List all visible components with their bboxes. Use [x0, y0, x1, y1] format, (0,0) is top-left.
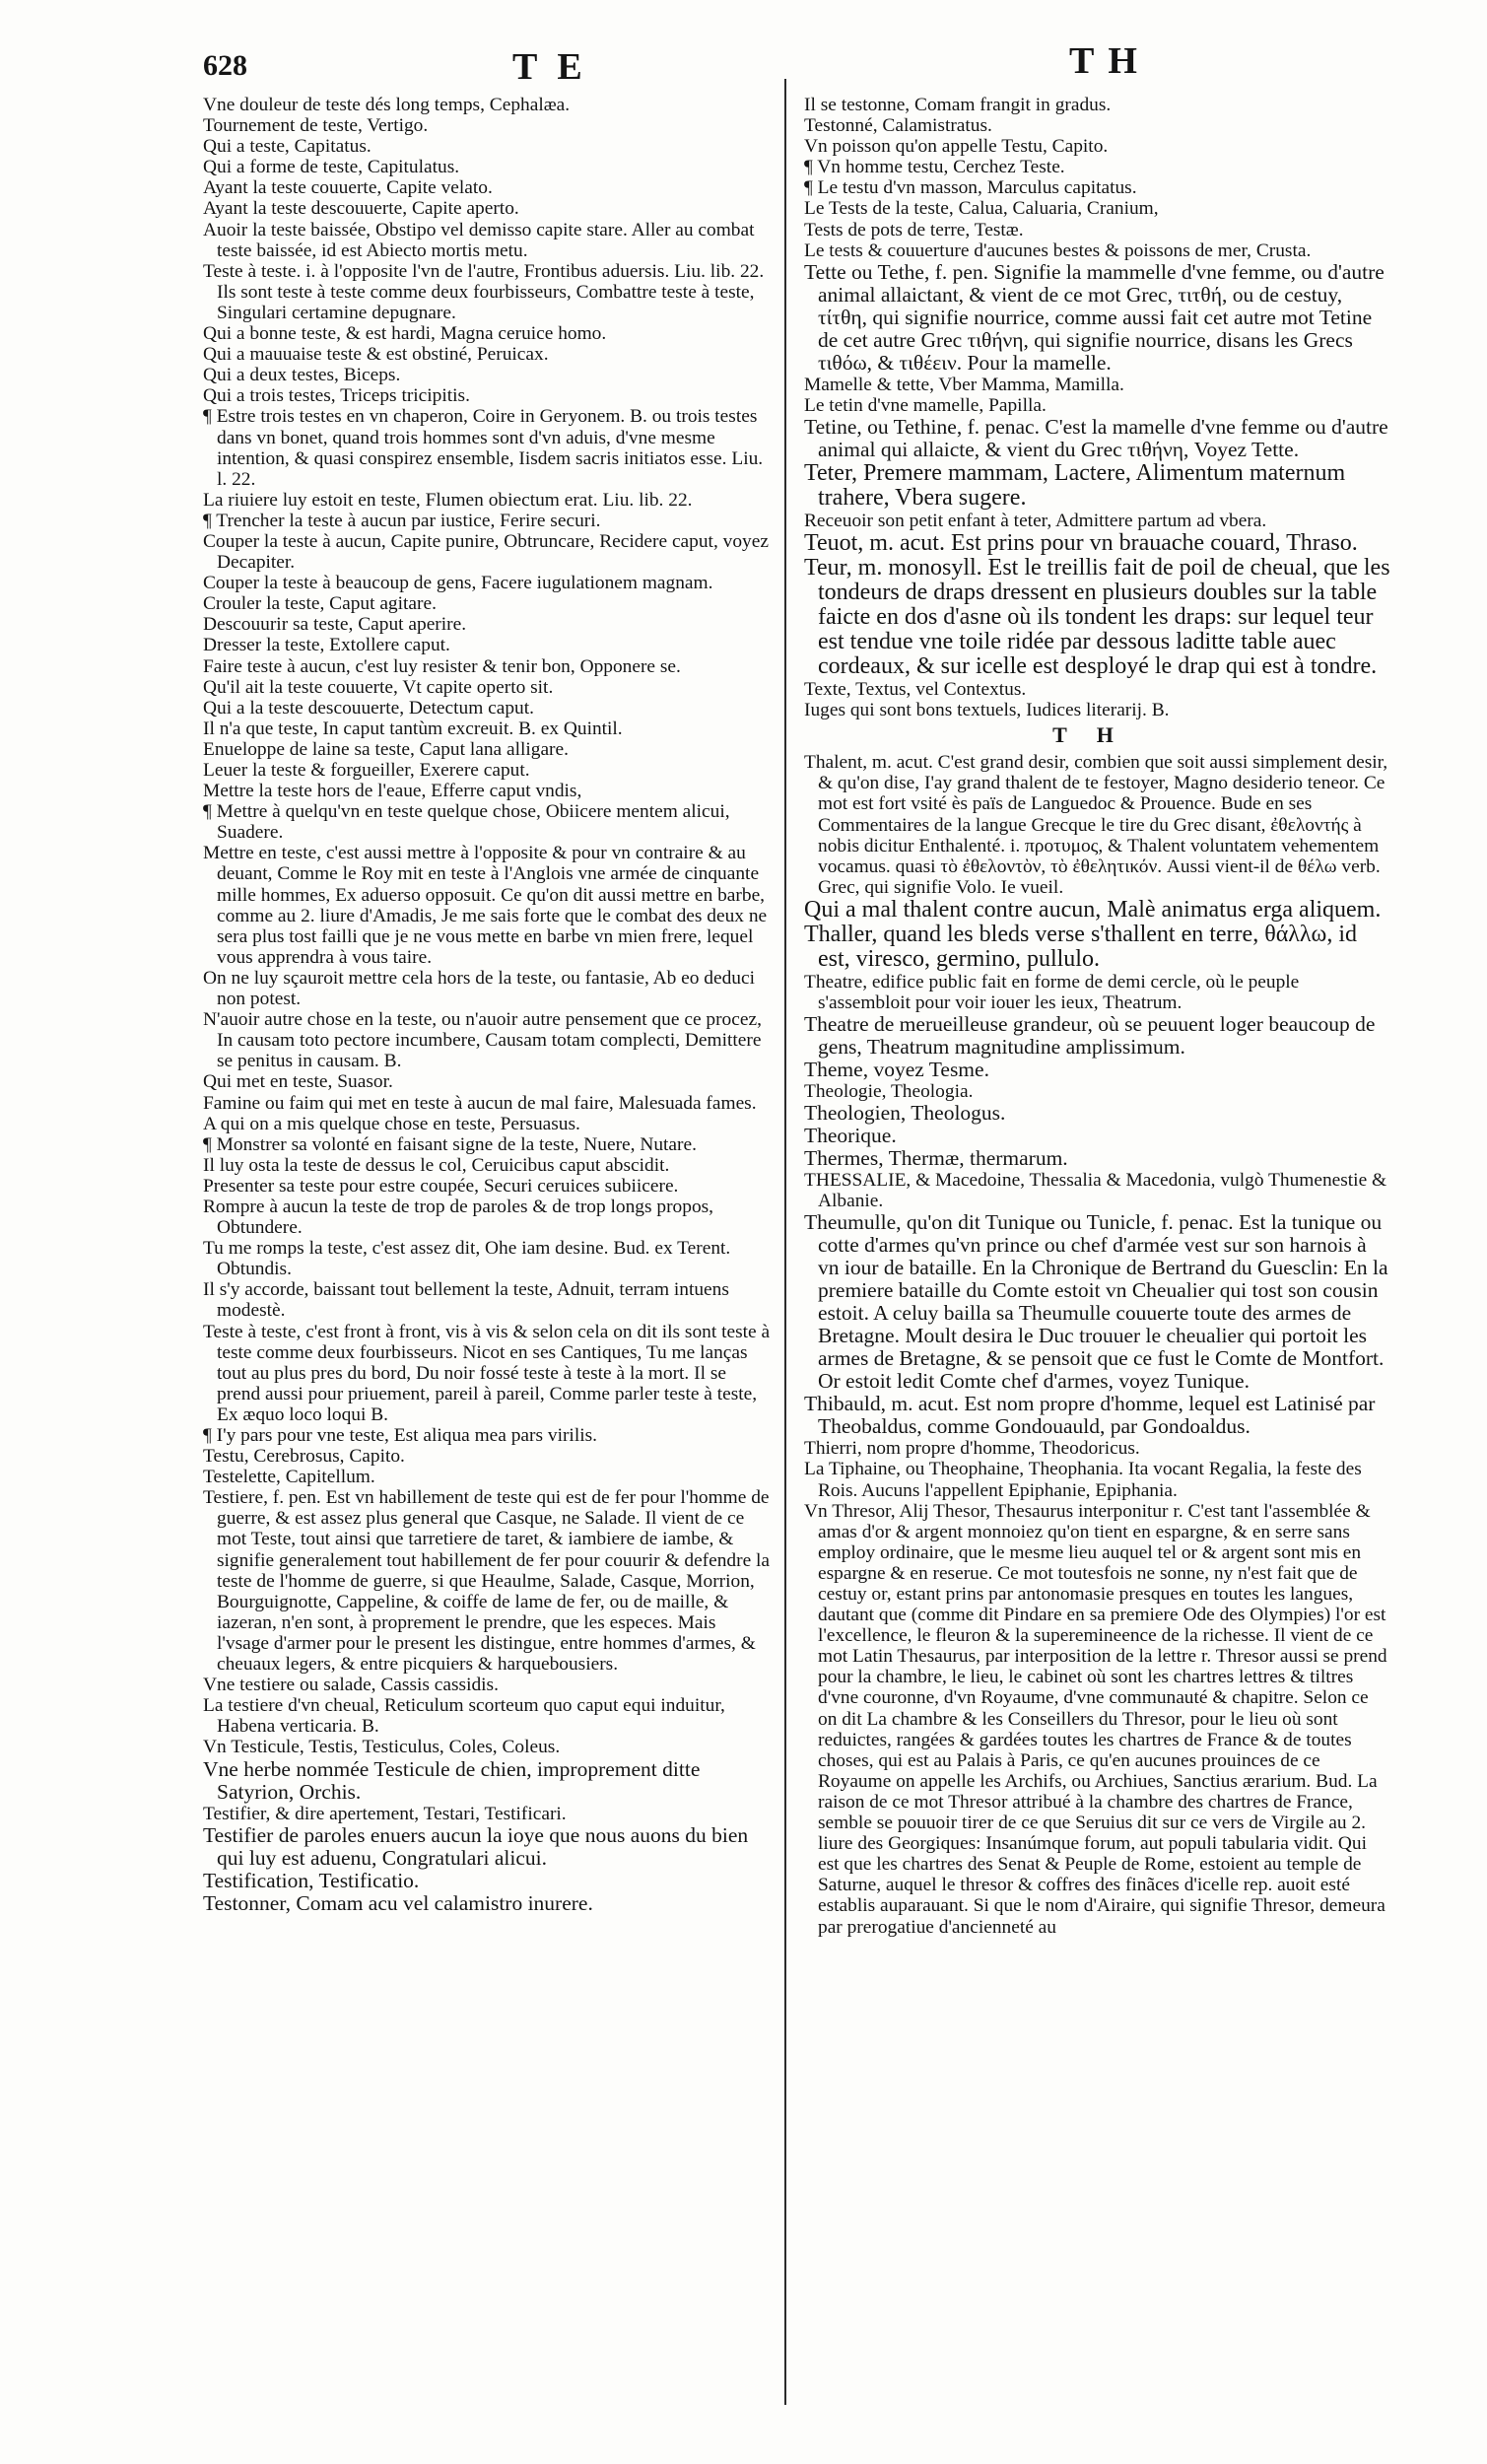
- dictionary-entry: N'auoir autre chose en la teste, ou n'auoir autre pensement que ce procez, In causam toto pectore incumbere, Causam totam complecti, Demittere se penitus in causam. B.: [203, 1009, 762, 1072]
- dictionary-entry: Tetine, ou Tethine, f. penac. C'est la mamelle d'vne femme ou d'autre animal qui allaicte, & vient du Grec τιθήνη, Voyez Tette.: [804, 414, 1388, 461]
- dictionary-entry: Qui a mauuaise teste & est obstiné, Peruicax.: [203, 344, 549, 366]
- dictionary-entry: Testu, Cerebrosus, Capito.: [203, 1446, 405, 1468]
- header-left: TE: [512, 46, 602, 88]
- dictionary-entry: Theologien, Theologus.: [804, 1101, 1006, 1126]
- dictionary-entry: Vn Testicule, Testis, Testiculus, Coles, Coleus.: [203, 1737, 561, 1758]
- dictionary-entry: ¶ Estre trois testes en vn chaperon, Coire in Geryonem. B. ou trois testes dans vn bonet, quand trois hommes sont d'vn aduis, d'vne mesme intention, & quasi conspirez ensemble, Iisdem sacris initiatos esse. Liu. l. 22.: [203, 406, 764, 490]
- dictionary-entry: La riuiere luy estoit en teste, Flumen obiectum erat. Liu. lib. 22.: [203, 489, 693, 511]
- dictionary-entry: Il luy osta la teste de dessus le col, Ceruicibus caput abscidit.: [203, 1154, 670, 1176]
- dictionary-entry: Mettre en teste, c'est aussi mettre à l'opposite & pour vn contraire & au deuant, Comme le Roy mit en teste à l'Anglois vne armée de cinquante mille hommes, Ex aduerso opposuit. Ce qu'on dit aussi mettre en barbe, comme au 2. liure d'Amadis, Je me sais forte que le combat des deux ne sera plus tost failli que je ne vous mette en barbe vn mien frere, lequel vous apprendra à vous taire.: [203, 843, 768, 968]
- header-right: TH: [1069, 40, 1151, 82]
- dictionary-entry: Teuot, m. acut. Est prins pour vn brauache couard, Thraso.: [804, 530, 1358, 557]
- dictionary-entry: Texte, Textus, vel Contextus.: [804, 679, 1027, 701]
- dictionary-entry: La testiere d'vn cheual, Reticulum scorteum quo caput equi induitur, Habena verticaria. B.: [203, 1695, 725, 1738]
- dictionary-entry: Vne douleur de teste dés long temps, Cephalæa.: [203, 95, 571, 115]
- dictionary-entry: ¶ I'y pars pour vne teste, Est aliqua mea pars virilis.: [203, 1425, 597, 1446]
- dictionary-entry: Mettre la teste hors de l'eaue, Efferre caput vndis,: [203, 781, 582, 802]
- dictionary-entry: La Tiphaine, ou Theophaine, Theophania. Ita vocant Regalia, la feste des Rois. Aucuns l'appellent Epiphanie, Epiphania.: [804, 1459, 1362, 1501]
- dictionary-entry: Teter, Premere mammam, Lactere, Alimentum maternum trahere, Vbera sugere.: [804, 459, 1346, 511]
- dictionary-entry: Testiere, f. pen. Est vn habillement de teste qui est de fer pour l'homme de guerre, & est assez plus general que Casque, ne Salade. Il vient de ce mot Teste, tout ainsi que tarretiere de taret, & iambiere de iambe, & signifie generalement tout habillement de fer pour couurir & defendre la teste de l'homme de guerre, si que Heaulme, Salade, Casque, Morrion, Bourguignotte, Cappeline, & coiffe de lame de fer, ou de maille, & iazeran, n'en sont, à proprement le prendre, que les especes. Mais l'vsage d'armer pour le present les distingue, entre hommes d'armes, & cheuaux legers, & entre picquiers & harquebousiers.: [203, 1487, 771, 1676]
- dictionary-entry: Teste à teste. i. à l'opposite l'vn de l'autre, Frontibus aduersis. Liu. lib. 22. Ils sont teste à teste comme deux fourbisseurs, Combattre teste à teste, Singulari certamine depugnare.: [203, 260, 765, 323]
- dictionary-entry: ¶ Trencher la teste à aucun par iustice, Ferire securi.: [203, 510, 601, 531]
- dictionary-entry: Theumulle, qu'on dit Tunique ou Tunicle, f. penac. Est la tunique ou cotte d'armes qu'vn prince ou chef d'armée vest sur son harnois à vn iour de bataille. En la Chronique de Bertrand du Guesclin: En la premiere bataille du Comte estoit vn Cheualier qui tost son cousin estoit. A celuy bailla sa Theumulle couuerte toute des armes de Bretagne. Moult desira le Duc trouuer le cheualier qui portoit les armes de Bretagne, & se pensoit que ce fust le Comte de Montfort. Or estoit ledit Comte chef d'armes, voyez Tunique.: [804, 1210, 1388, 1394]
- dictionary-entry: Testifier, & dire apertement, Testari, Testificari.: [203, 1803, 567, 1824]
- dictionary-entry: Ayant la teste couuerte, Capite velato.: [203, 177, 493, 199]
- dictionary-entry: Enueloppe de laine sa teste, Caput lana alligare.: [203, 738, 569, 760]
- dictionary-entry: Testonner, Comam acu vel calamistro inurere.: [203, 1890, 593, 1915]
- page-number: 628: [203, 49, 247, 82]
- dictionary-entry: Testonné, Calamistratus.: [804, 115, 992, 137]
- dictionary-entry: Presenter sa teste pour estre coupée, Securi ceruices subiicere.: [203, 1175, 679, 1197]
- dictionary-entry: Le tetin d'vne mamelle, Papilla.: [804, 394, 1047, 416]
- dictionary-entry: Dresser la teste, Extollere caput.: [203, 635, 450, 656]
- dictionary-entry: Tette ou Tethe, f. pen. Signifie la mammelle d'vne femme, ou d'autre animal allaictant, & vient de ce mot Grec, τιτθή, ou de cestuy, τίτθη, qui signifie nourrice, comme aussi fait cet autre mot Tetine de cet autre Grec τιθήνη, qui signifie nourrice, disans les Grecs τιθόω, & τιθέειν. Pour la mamelle.: [804, 259, 1385, 375]
- dictionary-entry: Auoir la teste baissée, Obstipo vel demisso capite stare. Aller au combat teste baissée, id est Abiecto mortis metu.: [203, 219, 755, 261]
- dictionary-entry: A qui on a mis quelque chose en teste, Persuasus.: [203, 1113, 580, 1134]
- dictionary-entry: Qui a bonne teste, & est hardi, Magna ceruice homo.: [203, 323, 607, 345]
- dictionary-entry: Qui a teste, Capitatus.: [203, 136, 372, 158]
- dictionary-entry: Descouurir sa teste, Caput aperire.: [203, 614, 467, 636]
- dictionary-entry: Le Tests de la teste, Calua, Caluaria, Cranium,: [804, 198, 1159, 220]
- dictionary-entry: Receuoir son petit enfant à teter, Admittere partum ad vbera.: [804, 510, 1267, 531]
- dictionary-entry: Leuer la teste & forgueiller, Exerere caput.: [203, 760, 530, 781]
- dictionary-entry: Vne herbe nommée Testicule de chien, improprement ditte Satyrion, Orchis.: [203, 1756, 701, 1804]
- dictionary-entry: Vn poisson qu'on appelle Testu, Capito.: [804, 136, 1109, 158]
- dictionary-entry: Famine ou faim qui met en teste à aucun de mal faire, Malesuada fames.: [203, 1092, 757, 1114]
- dictionary-entry: Faire teste à aucun, c'est luy resister & tenir bon, Opponere se.: [203, 655, 681, 677]
- dictionary-entry: Thalent, m. acut. C'est grand desir, combien que soit aussi simplement desir, & qu'on dise, I'ay grand thalent de te festoyer, Magno desiderio teneor. Ce mot est fort vsité ès païs de Languedoc & Prouence. Bude en ses Commentaires de la langue Grecque le tire du Grec disant, ἐθελοντής à nobis dicitur Enthalenté. i. προτυμος, & Thalent voluntatem vehementem vocamus. quasi τὸ ἐθελοντὸν, τὸ ἐθελητικόν. Aussi vient-il de θέλω verb. Grec, qui signifie Volo. Ie vueil.: [804, 752, 1388, 898]
- column-rule: [784, 79, 786, 2405]
- dictionary-entry: ¶ Mettre à quelqu'vn en teste quelque chose, Obiicere mentem alicui, Suadere.: [203, 801, 730, 844]
- dictionary-entry: Qui met en teste, Suasor.: [203, 1071, 393, 1093]
- right-column: [804, 95, 1391, 2440]
- section-heading: TH: [1052, 722, 1143, 748]
- dictionary-entry: Il n'a que teste, In caput tantùm excreuit. B. ex Quintil.: [203, 718, 623, 739]
- dictionary-entry: Theatre de merueilleuse grandeur, où se peuuent loger beaucoup de gens, Theatrum magnitudine amplissimum.: [804, 1012, 1376, 1060]
- dictionary-entry: Qui a mal thalent contre aucun, Malè animatus erga aliquem.: [804, 896, 1382, 923]
- dictionary-entry: Mamelle & tette, Vber Mamma, Mamilla.: [804, 374, 1124, 395]
- dictionary-entry: Testification, Testificatio.: [203, 1868, 420, 1892]
- dictionary-entry: Testelette, Capitellum.: [203, 1467, 375, 1488]
- dictionary-entry: Testifier de paroles enuers aucun la ioye que nous auons du bien qui luy est aduenu, Congratulari alicui.: [203, 1822, 749, 1870]
- dictionary-entry: Thibauld, m. acut. Est nom propre d'homme, lequel est Latinisé par Theobaldus, comme Gondouauld, par Gondoaldus.: [804, 1392, 1376, 1439]
- dictionary-entry: ¶ Vn homme testu, Cerchez Teste.: [804, 157, 1065, 178]
- dictionary-entry: Crouler la teste, Caput agitare.: [203, 593, 437, 615]
- dictionary-entry: Tests de pots de terre, Testæ.: [804, 219, 1024, 240]
- dictionary-entry: ¶ Monstrer sa volonté en faisant signe de la teste, Nuere, Nutare.: [203, 1133, 697, 1155]
- dictionary-entry: Thaller, quand les bleds verse s'thallent en terre, θάλλω, id est, viresco, germino, pullulo.: [804, 921, 1357, 972]
- dictionary-entry: Couper la teste à aucun, Capite punire, Obtruncare, Recidere caput, voyez Decapiter.: [203, 530, 769, 574]
- dictionary-entry: Qu'il ait la teste couuerte, Vt capite operto sit.: [203, 676, 554, 698]
- dictionary-entry: Vne testiere ou salade, Cassis cassidis.: [203, 1675, 499, 1696]
- dictionary-entry: Thermes, Thermæ, thermarum.: [804, 1146, 1068, 1171]
- dictionary-entry: THESSALIE, & Macedoine, Thessalia & Macedonia, vulgò Thumenestie & Albanie.: [804, 1170, 1387, 1212]
- dictionary-entry: Teste à teste, c'est front à front, vis à vis & selon cela on dit ils sont teste à teste comme deux fourbisseurs. Nicot en ses Cantiques, Tu me lanças tout au plus pres du bord, Du noir fossé teste à teste à la mort. Il se prend aussi pour priuement, pareil à pareil, Comme parler teste à teste, Ex æquo loco loqui B.: [203, 1321, 771, 1425]
- dictionary-entry: Qui a forme de teste, Capitulatus.: [203, 157, 460, 178]
- dictionary-entry: Couper la teste à beaucoup de gens, Facere iugulationem magnam.: [203, 573, 713, 594]
- dictionary-entry: Rompre à aucun la teste de trop de paroles & de trop longs propos, Obtundere.: [203, 1196, 714, 1239]
- dictionary-entry: Thierri, nom propre d'homme, Theodoricus.: [804, 1438, 1140, 1460]
- dictionary-entry: Theme, voyez Tesme.: [804, 1058, 989, 1082]
- dictionary-entry: Tu me romps la teste, c'est assez dit, Ohe iam desine. Bud. ex Terent. Obtundis.: [203, 1238, 731, 1280]
- dictionary-entry: Theorique.: [804, 1124, 897, 1148]
- dictionary-entry: Qui a la teste descouuerte, Detectum caput.: [203, 697, 534, 719]
- dictionary-entry: Il s'y accorde, baissant tout bellement la teste, Adnuit, terram intuens modestè.: [203, 1279, 729, 1322]
- dictionary-entry: Qui a trois testes, Triceps tricipitis.: [203, 385, 470, 407]
- dictionary-entry: Qui a deux testes, Biceps.: [203, 365, 401, 386]
- dictionary-entry: Teur, m. monosyll. Est le treillis fait de poil de cheual, que les tondeurs de draps dressent en plusieurs doubles sur la table faicte en dos d'asne où ils tondent les draps: sur lequel teur est tendue vne toile ridée par dessous laditte table auec cordeaux, & sur icelle est desployé le drap qui est à tondre.: [804, 555, 1390, 680]
- dictionary-entry: Il se testonne, Comam frangit in gradus.: [804, 95, 1112, 115]
- dictionary-entry: Le tests & couuerture d'aucunes bestes & poissons de mer, Crusta.: [804, 240, 1312, 261]
- dictionary-entry: Vn Thresor, Alij Thesor, Thesaurus interponitur r. C'est tant l'assemblée & amas d'or & argent monnoiez qu'on tient en espargne, & en serre sans employ ordinaire, que le mesme lieu auquel tel or & argent sont mis en espargne & en reserue. Ce mot toutesfois ne sonne, ny n'est fait que de cestuy or, estant prins par antonomasie presques en toutes les langues, dautant que (comme dit Pindare en sa premiere Ode des Olympies) l'or est l'excellence, le fleuron & la superemineence de la richesse. Il vient de ce mot Latin Thesaurus, par interposition de la lettre r. Thresor aussi se prend pour la chambre, le lieu, le cabinet où sont les chartres lettres & tiltres d'vne couronne, d'vn Royaume, d'vne communauté & chapitre. Selon ce on dit La chambre & les Conseillers du Thresor, pour le lieu où sont reduictes, rangées & gardées toutes les chartres de France & de toutes choses, qui est au Palais à Paris, ce qu'en aucunes prouinces de ce Royaume on appelle les Archifs, ou Archiues, Sanctius ærarium. Bud. La raison de ce mot Thresor attribué à la chambre des chartres de France, semble se pouuoir tirer de ce que Seruius dit sur ce vers de Virgile au 2. liure des Georgiques: Insanúmque forum, aut populi tabularia vidit. Qui est que les chartres des Senat & Peuple de Rome, estoient au temple de Saturne, auquel le thresor & coffres des finãces d'icelle rep. auoit esté establis auparauant. Si que le nom d'Airaire, qui signifie Thresor, demeura par prerogatiue d'ancienneté au: [804, 1500, 1387, 1938]
- dictionary-entry: ¶ Le testu d'vn masson, Marculus capitatus.: [804, 177, 1137, 199]
- dictionary-entry: Theatre, edifice public fait en forme de demi cercle, où le peuple s'assembloit pour voir iouer les ieux, Theatrum.: [804, 971, 1300, 1013]
- dictionary-entry: Ayant la teste descouuerte, Capite aperto.: [203, 198, 519, 220]
- left-column: [203, 95, 773, 2421]
- dictionary-entry: Iuges qui sont bons textuels, Iudices literarij. B.: [804, 700, 1170, 721]
- dictionary-entry: Tournement de teste, Vertigo.: [203, 115, 429, 137]
- dictionary-entry: Theologie, Theologia.: [804, 1081, 974, 1103]
- dictionary-entry: On ne luy sçauroit mettre cela hors de la teste, ou fantasie, Ab eo deduci non potest.: [203, 967, 755, 1010]
